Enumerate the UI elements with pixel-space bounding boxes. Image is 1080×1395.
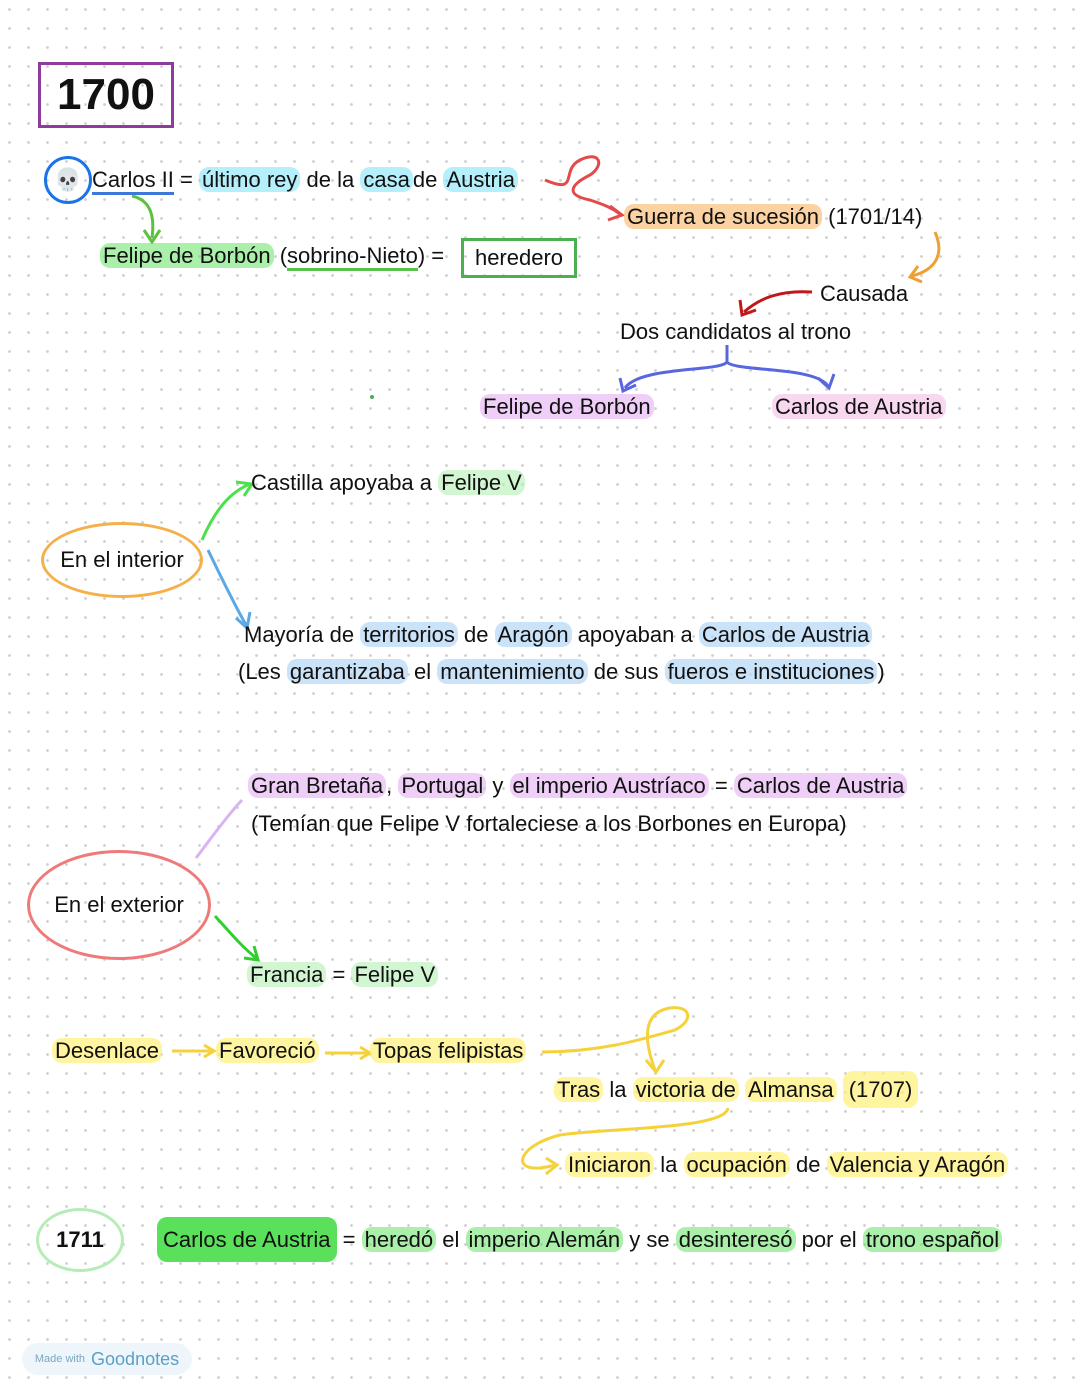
aragon-line xyxy=(244,621,872,649)
made-with: Made with xyxy=(34,1353,86,1365)
equals-sign: = xyxy=(180,167,193,192)
gb-comma: , xyxy=(386,773,393,798)
ultimo-rey: último rey xyxy=(199,167,300,192)
trono-espanol: trono español xyxy=(863,1227,1002,1252)
portugal: Portugal xyxy=(398,773,486,798)
ocupacion-de: de xyxy=(795,1152,821,1177)
iniciaron: Iniciaron xyxy=(565,1152,654,1177)
final-carlos: Carlos de Austria xyxy=(157,1217,337,1262)
imperio-aleman: imperio Alemán xyxy=(466,1227,624,1252)
felipe-de-borbon: Felipe de Borbón xyxy=(100,243,274,268)
casa: casa xyxy=(360,167,412,192)
sobrino-nieto: sobrino-Nieto xyxy=(287,243,418,271)
almansa-la: la xyxy=(609,1077,627,1102)
year-title-box xyxy=(38,62,174,128)
francia-line xyxy=(247,961,438,989)
almansa-year: (1707) xyxy=(843,1071,919,1108)
almansa-line xyxy=(554,1076,918,1104)
desenlace xyxy=(52,1037,162,1065)
mantenimiento: mantenimiento xyxy=(437,659,587,684)
interior-label: En el interior xyxy=(60,547,184,572)
gb-equals: = xyxy=(714,773,728,798)
topas-felipistas xyxy=(370,1037,526,1065)
fueros-instituciones: fueros e instituciones xyxy=(665,659,878,684)
final-el: el xyxy=(442,1227,460,1252)
heredero: heredero xyxy=(474,245,564,270)
austria: Austria xyxy=(443,167,517,192)
aragon-text-de: de xyxy=(464,622,489,647)
desenlace-label: Desenlace xyxy=(52,1038,162,1063)
victoria-de: victoria de xyxy=(633,1077,739,1102)
francia-equals: = xyxy=(332,962,346,987)
exterior-label: En el exterior xyxy=(54,892,184,917)
francia: Francia xyxy=(247,962,326,987)
gran-bretana: Gran Bretaña xyxy=(248,773,386,798)
favorecio xyxy=(216,1037,319,1065)
francia-felipe-v: Felipe V xyxy=(351,962,438,987)
castilla-line xyxy=(251,469,525,497)
fueros-text-a: (Les xyxy=(238,659,281,684)
guerra-line xyxy=(624,203,922,231)
topas-label: Topas felipistas xyxy=(370,1038,526,1063)
skull-icon: 💀 xyxy=(44,156,92,204)
text-de: de xyxy=(412,167,438,192)
favorecio-label: Favoreció xyxy=(216,1038,319,1063)
year-1711: 1711 xyxy=(56,1227,104,1252)
causada: Causada xyxy=(820,281,909,306)
interior-ellipse xyxy=(41,522,203,598)
final-equals: = xyxy=(342,1227,356,1252)
territorios: territorios xyxy=(360,622,458,647)
gb-y: y xyxy=(492,773,504,798)
carlos-ii-line xyxy=(92,166,518,194)
year-title: 1700 xyxy=(57,70,155,119)
temian: (Temían que Felipe V fortaleciese a los Borbones en Europa) xyxy=(251,811,847,836)
felipe-heredero-line xyxy=(100,242,444,270)
paren-equals: ) = xyxy=(417,243,445,268)
final-por-el: por el xyxy=(801,1227,857,1252)
heredero-box xyxy=(461,238,577,278)
candidato-felipe xyxy=(480,393,654,421)
gb-line xyxy=(248,772,907,800)
year-1711-ellipse xyxy=(36,1208,124,1272)
castilla-text: Castilla apoyaba a xyxy=(251,470,433,495)
ocupacion-line xyxy=(565,1151,1008,1179)
guerra-de-sucesion: Guerra de sucesión xyxy=(624,204,822,229)
imperio-austriaco: el imperio Austríaco xyxy=(510,773,709,798)
fueros-line xyxy=(238,658,885,686)
carlos-ii: Carlos II xyxy=(92,167,174,195)
apoyaban: apoyaban a xyxy=(577,622,693,647)
goodnotes-brand: Goodnotes xyxy=(91,1348,180,1369)
final-line xyxy=(157,1226,1002,1254)
candidato-felipe-label: Felipe de Borbón xyxy=(480,394,654,419)
fueros-text-de-sus: de sus xyxy=(593,659,659,684)
ocupacion-la: la xyxy=(660,1152,678,1177)
heredo: heredó xyxy=(362,1227,437,1252)
garantizaba: garantizaba xyxy=(287,659,408,684)
candidato-carlos xyxy=(772,393,946,421)
aragon: Aragón xyxy=(495,622,572,647)
text-de-la: de la xyxy=(306,167,355,192)
desintereso: desinteresó xyxy=(676,1227,796,1252)
exterior-ellipse xyxy=(27,850,211,960)
fueros-close: ) xyxy=(877,659,885,684)
goodnotes-badge[interactable] xyxy=(22,1343,192,1375)
guerra-years: (1701/14) xyxy=(828,204,923,229)
final-y-se: y se xyxy=(629,1227,670,1252)
castilla-felipe-v: Felipe V xyxy=(438,470,525,495)
tras: Tras xyxy=(554,1077,603,1102)
gb-carlos: Carlos de Austria xyxy=(734,773,908,798)
almansa: Almansa xyxy=(745,1077,837,1102)
candidato-carlos-label: Carlos de Austria xyxy=(772,394,946,419)
fueros-text-el: el xyxy=(414,659,432,684)
aragon-carlos: Carlos de Austria xyxy=(699,622,873,647)
ocupacion: ocupación xyxy=(684,1152,790,1177)
aragon-text-a: Mayoría de xyxy=(244,622,355,647)
dos-candidatos: Dos candidatos al trono xyxy=(620,319,852,344)
valencia-aragon: Valencia y Aragón xyxy=(827,1152,1009,1177)
paren-open: ( xyxy=(279,243,288,268)
